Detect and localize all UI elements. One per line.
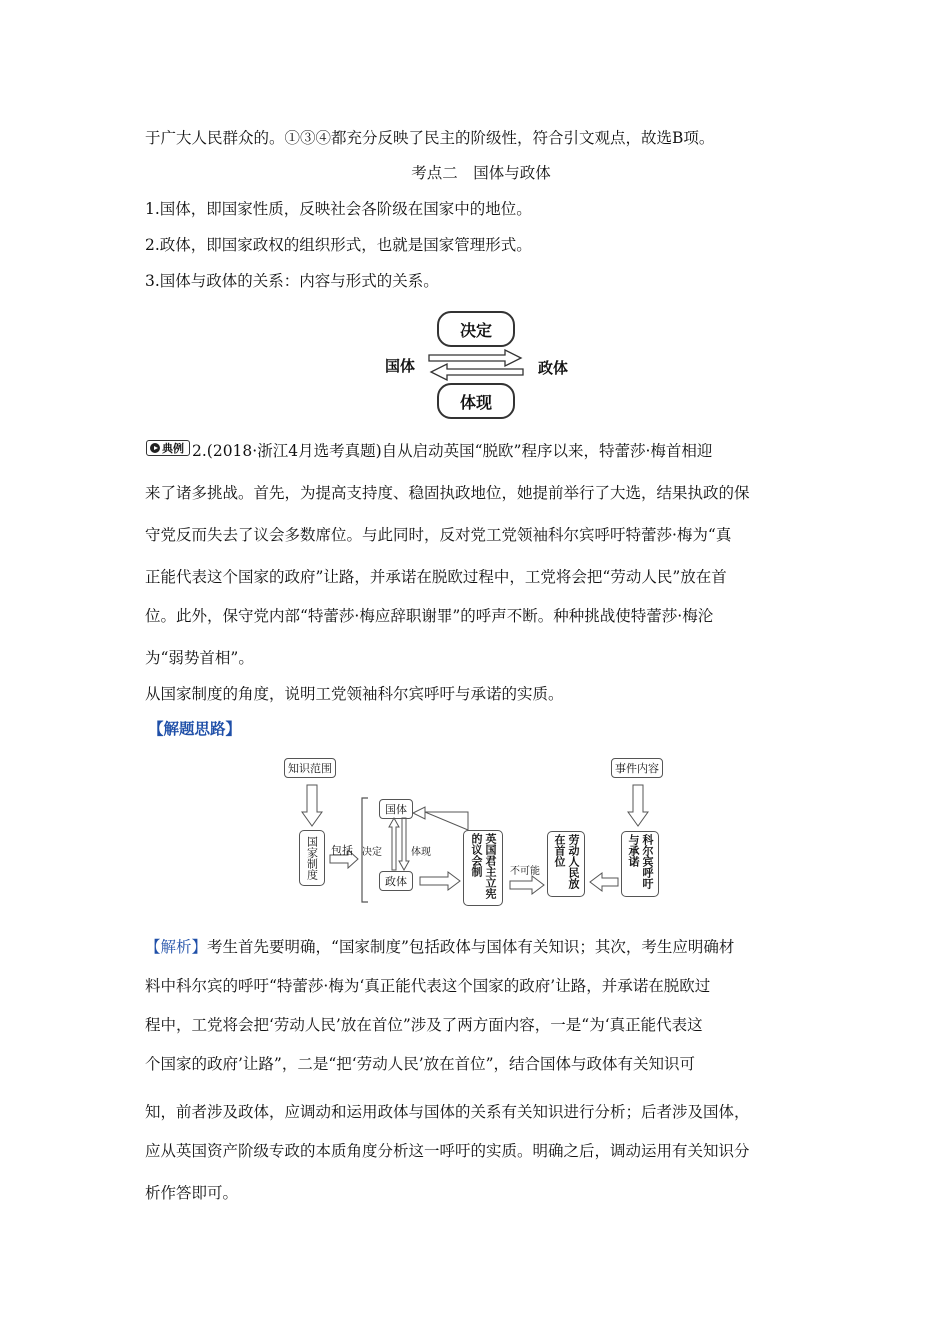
example-line-1: 2.(2018·浙江4月选考真题)自从启动英国“脱欧”程序以来，特蕾莎·梅首相迎 [192,442,713,460]
analysis-line-6: 应从英国资产阶级专政的本质角度分析这一呼吁的实质。明确之后，调动运用有关知识分 [145,1142,750,1160]
analysis-line-3: 程中，工党将会把‘劳动人民’放在首位”涉及了两方面内容，一是“为‘真正能代表这 [145,1016,703,1034]
thinking-heading: 【解题思路】 [148,719,242,738]
example-line-6: 为“弱势首相”。 [145,649,254,667]
labor-first-box [547,831,585,897]
section-title: 考点二 国体与政体 [411,164,551,182]
event-content-box: 事件内容 [611,758,663,778]
example-line-4: 正能代表这个国家的政府”让路，并承诺在脱欧过程中，工党将会把“劳动人民”放在首 [145,568,727,586]
question-line: 从国家制度的角度，说明工党领袖科尔宾呼吁与承诺的实质。 [145,685,564,703]
uk-system-box [463,830,503,906]
example-tag [146,440,190,456]
decide-box: 决定 [437,311,515,347]
analysis-line-7: 析作答即可。 [145,1184,239,1202]
analysis-line-4: 个国家的政府’让路”，二是“把‘劳动人民’放在首位”，结合国体与政体有关知识可 [145,1055,696,1073]
analysis-text-1: 考生首先要明确，“国家制度”包括政体与国体有关知识；其次，考生应明确材 [207,938,735,956]
double-arrow-icon [425,349,527,381]
zhengti-label: 政体 [538,359,569,377]
analysis-line-2: 料中科尔宾的呼吁“特蕾莎·梅为‘真正能代表这个国家的政府’让路，并承诺在脱欧过 [145,977,711,995]
national-system-label: 国家制度 [305,836,319,880]
corbyn-label: 科尔宾呼吁与承诺 [627,834,654,889]
point-1: 1.国体，即国家性质，反映社会各阶级在国家中的地位。 [145,200,532,218]
analysis-line-1 [145,937,817,957]
include-label: 包括 [331,844,353,857]
reflect-box: 体现 [437,383,515,419]
continuation-line: 于广大人民群众的。①③④都充分反映了民主的阶级性，符合引文观点，故选B项。 [145,129,715,147]
analysis-line-5: 知，前者涉及政体，应调动和运用政体与国体的关系有关知识进行分析；后者涉及国体， [145,1103,750,1121]
example-line-2: 来了诸多挑战。首先，为提高支持度、稳固执政地位，她提前举行了大选，结果执政的保 [145,484,750,502]
example-tag-label: 典例 [162,442,184,455]
cannot-label: 不可能 [510,866,540,877]
analysis-label: 【解析】 [145,938,208,956]
guoti-label: 国体 [385,357,416,375]
knowledge-scope-box: 知识范围 [284,758,336,778]
corbyn-box [621,831,659,897]
reflect-label: 体现 [411,847,431,858]
national-system-box [299,830,325,886]
uk-system-label: 英国君主立宪的议会制 [470,833,497,899]
guoti-box: 国体 [379,799,413,819]
labor-first-label: 劳动人民放在首位 [553,834,580,889]
point-3: 3.国体与政体的关系：内容与形式的关系。 [145,272,439,290]
zhengti-box: 政体 [379,871,413,891]
decide-label: 决定 [362,847,382,858]
point-2: 2.政体，即国家政权的组织形式，也就是国家管理形式。 [145,236,532,254]
example-line-3: 守党反而失去了议会多数席位。与此同时，反对党工党领袖科尔宾呼吁特蕾莎·梅为“真 [145,526,732,544]
play-icon [150,443,160,453]
example-line-5: 位。此外，保守党内部“特蕾莎·梅应辞职谢罪”的呼声不断。种种挑战使特蕾莎·梅沦 [145,607,714,625]
